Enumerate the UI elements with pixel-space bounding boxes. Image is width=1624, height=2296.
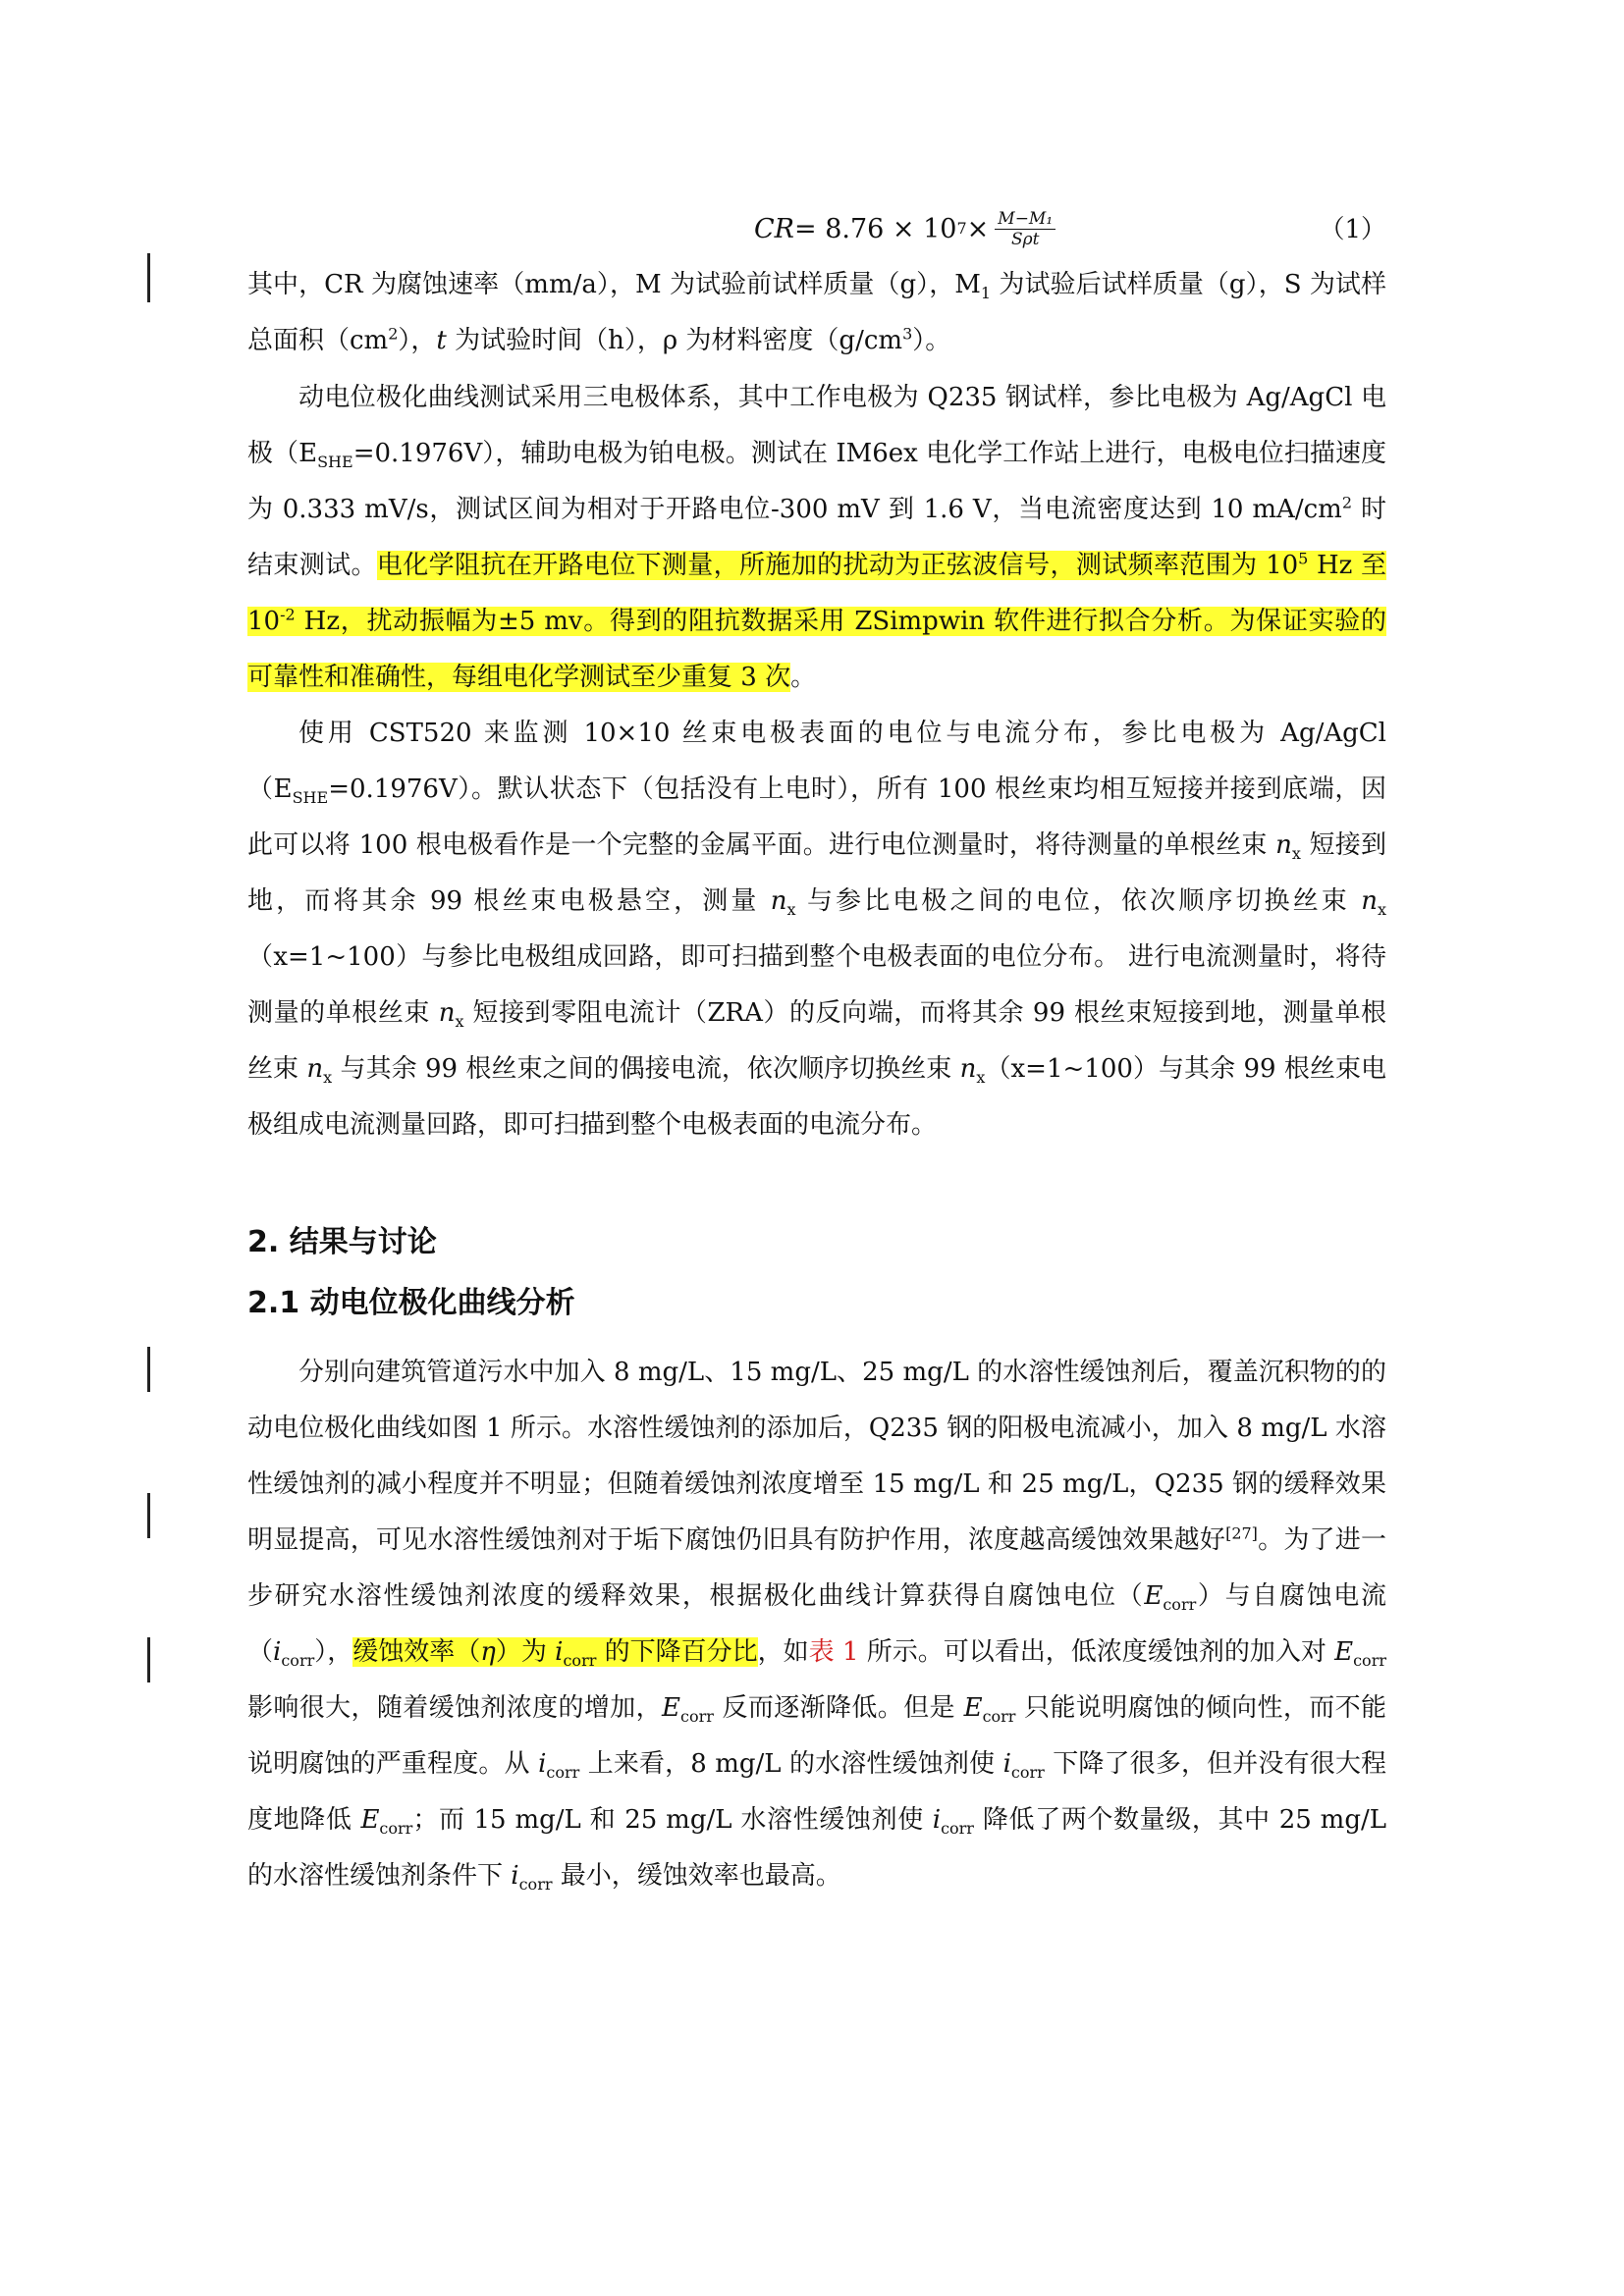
- section-heading: 2. 结果与讨论: [247, 1225, 437, 1259]
- paragraph-1: 其中，CR 为腐蚀速率（mm/a），M 为试验前试样质量（g），$M_1$ 为试验后试样质量（g），S 为试样总面积$(cm^2)$，t 为试验时间（h），ρ 为材料密度$(g/cm^3)$。: [247, 270, 1386, 355]
- paragraph-2: 动电位极化曲线测试采用三电极体系，其中工作电极为 Q235 钢试样，参比电极为 Ag/AgCl 电极$(E_{SHE}=0.1976V)$，辅助电极为铂电极。测试在 IM6ex 电化学工作站上进行，电极电位扫描速度为 0.333 mV/s，测试区间为相对于开路电位-300 mV 到 1.6 V，当电流密度达到 10 $mA/cm^2$ 时结束测试。电化学阻抗在开路电位下测量，所施加的扰动为正弦波信号，测试频率范围为 $10^5$ Hz 至 $10^{-2}$ Hz，扰动振幅为±5 mv。得到的阻抗数据采用 ZSimpwin 软件进行拟合分析。为保证实验的可靠性和准确性，每组电化学测试至少重复 3 次。: [247, 383, 1387, 692]
- equation-number: （1）: [1319, 215, 1386, 244]
- eq-times: ×: [966, 213, 990, 244]
- paragraph-3: 使用 CST520 来监测 10×10 丝束电极表面的电位与电流分布，参比电极为 $Ag/AgCl(E_{SHE}=0.1976V)$。默认状态下（包括没有上电时），所有 100 根丝束均相互短接并接到底端，因此可以将 100 根电极看作是一个完整的金属平面。进行电位测量时，将待测量的单根丝束 $n_x$ 短接到地，而将其余 99 根丝束电极悬空，测量 $n_x$ 与参比电极之间的电位，依次顺序切换丝束 $n_x(x=1\sim 100)$与参比电极组成回路，即可扫描到整个电极表面的电位分布。 进行电流测量时，将待测量的单根丝束 $n_x$ 短接到零阻电流计（ZRA）的反向端，而将其余 99 根丝束短接到地，测量单根丝束 $n_x$ 与其余 99 根丝束之间的偶接电流，依次顺序切换丝束 $n_x(x=1\sim 100)$与其余 99 根丝束电极组成电流测量回路，即可扫描到整个电极表面的电流分布。: [247, 719, 1387, 1140]
- equation-body: CR = 8.76 × 10 7 × $\frac{\text{M−M₁}}{\text{Sρt}}$: [754, 201, 1056, 256]
- change-bar: [147, 1637, 150, 1682]
- change-bar: [147, 1347, 150, 1392]
- highlight: 缓蚀效率（η）为 $i_{corr}$ 的下降百分比: [352, 1637, 758, 1671]
- subsection-heading: 2.1 动电位极化曲线分析: [247, 1286, 575, 1320]
- change-bar: [147, 253, 150, 302]
- eq-denominator: Sρt: [1010, 229, 1040, 249]
- eq-lhs: CR: [754, 213, 794, 244]
- highlight: 电化学阻抗在开路电位下测量，所施加的扰动为正弦波信号，测试频率范围为 $10^5$ Hz 至 $10^{-2}$ Hz，扰动振幅为±5 mv。得到的阻抗数据采用 ZSimpwin 软件进行拟合分析。为保证实验的可靠性和准确性，每组电化学测试至少重复 3 次: [247, 549, 1386, 692]
- citation[interactable]: [27]: [1225, 1523, 1258, 1543]
- paragraph-4: 分别向建筑管道污水中加入 8 mg/L、15 mg/L、25 mg/L 的水溶性缓蚀剂后，覆盖沉积物的的动电位极化曲线如图 1 所示。水溶性缓蚀剂的添加后，Q235 钢的阳极电流减小，加入 8 mg/L 水溶性缓蚀剂的减小程度并不明显；但随着缓蚀剂浓度增至 15 mg/L 和 25 mg/L，Q235 钢的缓释效果明显提高，可见水溶性缓蚀剂对于垢下腐蚀仍旧具有防护作用，浓度越高缓蚀效果越好[27]。为了进一步研究水溶性缓蚀剂浓度的缓释效果，根据极化曲线计算获得自腐蚀电位$(E_{corr})$与自腐蚀电流$(i_{corr})$，缓蚀效率（η）为 $i_{corr}$ 的下降百分比，如表 1 所示。可以看出，低浓度缓蚀剂的加入对 $E_{corr}$ 影响很大，随着缓蚀剂浓度的增加，$E_{corr}$ 反而逐渐降低。但是 $E_{corr}$ 只能说明腐蚀的倾向性，而不能说明腐蚀的严重程度。从 $i_{corr}$ 上来看，8 mg/L 的水溶性缓蚀剂使 $i_{corr}$ 下降了很多，但并没有很大程度地降低 $E_{corr}$；而 15 mg/L 和 25 mg/L 水溶性缓蚀剂使 $i_{corr}$ 降低了两个数量级，其中 25 mg/L 的水溶性缓蚀剂条件下 $i_{corr}$ 最小，缓蚀效率也最高。: [247, 1358, 1387, 1895]
- eq-fraction: [995, 209, 1056, 249]
- table-1-link[interactable]: 表 1: [808, 1637, 859, 1667]
- equation-1: [0, 201, 1624, 256]
- change-bar: [147, 1493, 150, 1538]
- eq-coefficient: = 8.76 × 10: [794, 213, 957, 244]
- eq-numerator: M−M₁: [995, 209, 1056, 230]
